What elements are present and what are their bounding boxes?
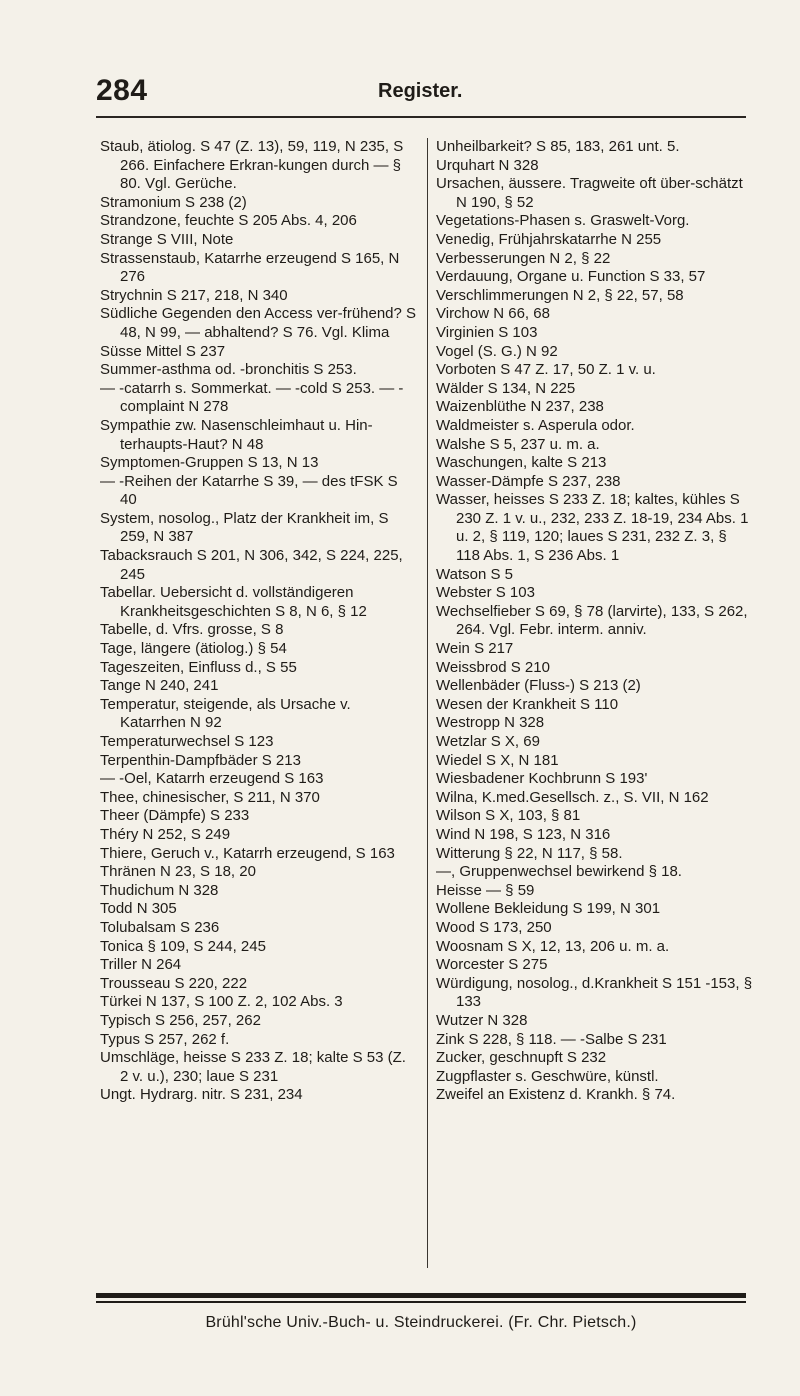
index-entry: Vegetations-Phasen s. Graswelt-Vorg. xyxy=(436,212,690,230)
index-entry: Strassenstaub, Katarrhe erzeugend S 165, N 276 xyxy=(100,249,400,286)
index-entry: Tage, längere (ätiolog.) § 54 xyxy=(100,640,287,658)
index-entry: Sympathie zw. Nasenschleimhaut u. Hin-terhaupts-Haut? N 48 xyxy=(100,416,373,453)
index-entry: Waldmeister s. Asperula odor. xyxy=(436,416,635,434)
index-entry: Wollene Bekleidung S 199, N 301 xyxy=(436,900,661,918)
index-entry: Würdigung, nosolog., d.Krankheit S 151 -153, § 133 xyxy=(436,974,753,1011)
index-entry: Temperaturwechsel S 123 xyxy=(100,733,274,750)
index-entry: Wälder S 134, N 225 xyxy=(436,379,576,397)
header-rule xyxy=(96,116,746,118)
index-entry: Thee, chinesischer, S 211, N 370 xyxy=(100,788,320,806)
index-entry: —, Gruppenwechsel bewirkend § 18. xyxy=(436,863,682,881)
index-entry: Wasser, heisses S 233 Z. 18; kaltes, kühles S 230 Z. 1 v. u., 232, 233 Z. 18-19, 234 Abs. 1 u. 2, § 119, 120; laues S 231, 232 Z. 3, § 118 Abs. 1, S 236 Abs. 1 xyxy=(436,491,749,565)
index-column-right xyxy=(436,138,754,1105)
index-entry: Thiere, Geruch v., Katarrh erzeugend, S 163 xyxy=(100,844,395,862)
index-entry: Tabelle, d. Vfrs. grosse, S 8 xyxy=(100,621,284,639)
index-entry: — -Oel, Katarrh erzeugend S 163 xyxy=(100,770,324,788)
index-entry: Tabacksrauch S 201, N 306, 342, S 224, 225, 245 xyxy=(100,547,403,583)
index-entry: Temperatur, steigende, als Ursache v. Katarrhen N 92 xyxy=(100,695,351,732)
index-entry: Webster S 103 xyxy=(436,584,535,602)
index-entry: Witterung § 22, N 117, § 58. xyxy=(436,844,623,862)
index-entry: Zink S 228, § 118. — -Salbe S 231 xyxy=(436,1030,667,1048)
index-entry: Wiesbadener Kochbrunn S 193' xyxy=(436,770,648,788)
page-header xyxy=(96,74,746,114)
index-entry: Waschungen, kalte S 213 xyxy=(436,454,607,472)
index-entry: Wilna, K.med.Gesellsch. z., S. VII, N 162 xyxy=(436,788,709,806)
index-entry: Wilson S X, 103, § 81 xyxy=(436,807,581,825)
index-entry: Wein S 217 xyxy=(436,640,514,658)
index-entry: Théry N 252, S 249 xyxy=(100,825,231,843)
index-entry: Trousseau S 220, 222 xyxy=(100,974,248,992)
index-entry: Wood S 173, 250 xyxy=(436,918,552,936)
index-entry: Urquhart N 328 xyxy=(436,156,539,174)
index-entry: Wiedel S X, N 181 xyxy=(436,751,559,769)
index-entry: Heisse — § 59 xyxy=(436,881,535,899)
index-entry: Typus S 257, 262 f. xyxy=(100,1030,230,1048)
printer-imprint: Brühl'sche Univ.-Buch- u. Steindruckerei. (Fr. Chr. Pietsch.) xyxy=(205,1314,637,1331)
column-divider xyxy=(427,138,428,1268)
footer-rule-thick xyxy=(96,1293,746,1298)
index-entry: Zweifel an Existenz d. Krankh. § 74. xyxy=(436,1086,676,1104)
index-entry: Summer-asthma od. -bronchitis S 253. xyxy=(100,361,357,379)
index-entry: Wasser-Dämpfe S 237, 238 xyxy=(436,472,621,490)
index-entry: Wutzer N 328 xyxy=(436,1011,528,1029)
index-entry: Tange N 240, 241 xyxy=(100,677,219,695)
index-entry: Woosnam S X, 12, 13, 206 u. m. a. xyxy=(436,937,670,955)
index-entry: Strychnin S 217, 218, N 340 xyxy=(100,286,288,304)
index-entry: Südliche Gegenden den Access ver-frühend? S 48, N 99, — abhaltend? S 76. Vgl. Klima xyxy=(100,305,417,341)
index-entry: Verdauung, Organe u. Function S 33, 57 xyxy=(436,268,706,286)
index-entry: Wetzlar S X, 69 xyxy=(436,733,540,750)
index-entry: Terpenthin-Dampfbäder S 213 xyxy=(100,751,301,769)
index-entry: Tolubalsam S 236 xyxy=(100,918,220,936)
index-entry: Waizenblüthe N 237, 238 xyxy=(436,398,604,416)
index-entry: Virchow N 66, 68 xyxy=(436,305,550,323)
index-entry: Wind N 198, S 123, N 316 xyxy=(436,825,611,843)
index-entry: Stramonium S 238 (2) xyxy=(100,193,247,211)
index-entry: — -Reihen der Katarrhe S 39, — des tFSK S 40 xyxy=(100,472,398,509)
index-entry: Watson S 5 xyxy=(436,565,513,583)
index-entry: Umschläge, heisse S 233 Z. 18; kalte S 53 (Z. 2 v. u.), 230; laue S 231 xyxy=(100,1049,406,1085)
index-entry: Verbesserungen N 2, § 22 xyxy=(436,249,611,267)
index-entry: Vorboten S 47 Z. 17, 50 Z. 1 v. u. xyxy=(436,361,656,379)
index-entry: Symptomen-Gruppen S 13, N 13 xyxy=(100,454,319,472)
running-title: Register. xyxy=(378,80,463,102)
index-entry: Thudichum N 328 xyxy=(100,881,219,899)
index-entry: Staub, ätiolog. S 47 (Z. 13), 59, 119, N 235, S 266. Einfachere Erkran-kungen durch — § 80. Vgl. Gerüche. xyxy=(100,138,404,193)
index-entry: Strange S VIII, Note xyxy=(100,230,234,248)
index-entry: Wechselfieber S 69, § 78 (larvirte), 133, S 262, 264. Vgl. Febr. interm. anniv. xyxy=(436,602,748,639)
index-column-left xyxy=(100,138,418,1105)
index-entry: — -catarrh s. Sommerkat. — -cold S 253. — -complaint N 278 xyxy=(100,379,404,416)
index-entry: Worcester S 275 xyxy=(436,956,548,974)
index-entry: Virginien S 103 xyxy=(436,323,538,341)
index-entry: Theer (Dämpfe) S 233 xyxy=(100,807,250,825)
footer-rule-thin xyxy=(96,1301,746,1303)
index-entry: Tabellar. Uebersicht d. vollständigeren Krankheitsgeschichten S 8, N 6, § 12 xyxy=(100,584,367,620)
index-entry: Ursachen, äussere. Tragweite oft über-schätzt N 190, § 52 xyxy=(436,175,743,211)
index-entry: Walshe S 5, 237 u. m. a. xyxy=(436,435,600,453)
index-entry: Verschlimmerungen N 2, § 22, 57, 58 xyxy=(436,286,684,304)
index-entry: Ungt. Hydrarg. nitr. S 231, 234 xyxy=(100,1086,303,1104)
index-entry: Strandzone, feuchte S 205 Abs. 4, 206 xyxy=(100,212,357,230)
index-entry: Vogel (S. G.) N 92 xyxy=(436,342,558,360)
index-entry: Venedig, Frühjahrskatarrhe N 255 xyxy=(436,230,662,248)
index-entry: Thränen N 23, S 18, 20 xyxy=(100,863,256,881)
index-entry: Westropp N 328 xyxy=(436,714,545,732)
index-entry: Wellenbäder (Fluss-) S 213 (2) xyxy=(436,677,641,695)
index-entry: Triller N 264 xyxy=(100,956,182,974)
index-entry: Türkei N 137, S 100 Z. 2, 102 Abs. 3 xyxy=(100,993,343,1011)
index-entry: Süsse Mittel S 237 xyxy=(100,342,226,360)
page-number: 284 xyxy=(96,74,148,107)
index-entry: Tageszeiten, Einfluss d., S 55 xyxy=(100,658,297,676)
index-entry: Unheilbarkeit? S 85, 183, 261 unt. 5. xyxy=(436,138,680,155)
index-entry: Tonica § 109, S 244, 245 xyxy=(100,937,266,955)
index-entry: Zucker, geschnupft S 232 xyxy=(436,1049,607,1067)
index-entry: Weissbrod S 210 xyxy=(436,658,550,676)
index-entry: System, nosolog., Platz der Krankheit im, S 259, N 387 xyxy=(100,509,389,546)
index-entry: Zugpflaster s. Geschwüre, künstl. xyxy=(436,1067,659,1085)
index-entry: Todd N 305 xyxy=(100,900,177,918)
index-entry: Wesen der Krankheit S 110 xyxy=(436,695,619,713)
index-entry: Typisch S 256, 257, 262 xyxy=(100,1011,261,1029)
